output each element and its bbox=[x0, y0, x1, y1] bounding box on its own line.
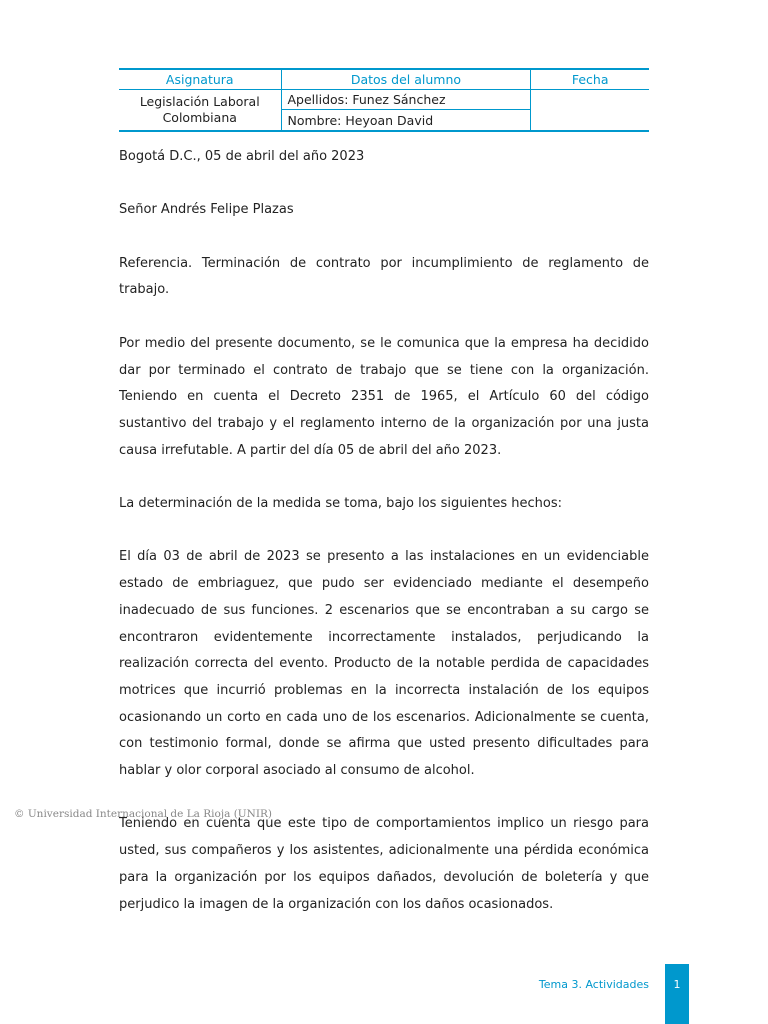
student-row-1 bbox=[119, 90, 649, 110]
first-name-cell: Nombre: Heyoan David bbox=[281, 110, 531, 131]
header-student-data: Datos del alumno bbox=[281, 69, 531, 90]
header-row bbox=[119, 69, 649, 90]
reference-line: Referencia. Terminación de contrato por incumplimiento de reglamento de trabajo. bbox=[119, 255, 649, 298]
header-subject: Asignatura bbox=[119, 69, 281, 90]
paragraph-notice: Por medio del presente documento, se le comunica que la empresa ha decidido dar por terminado el contrato de trabajo que se tiene con la organización. Teniendo en cuenta el Decreto 2351 de 1965, el Artículo 60 del código sustantivo del trabajo y el reglamento interno de la organización por una justa causa irrefutable. A partir del día 05 de abril del año 2023. bbox=[119, 335, 649, 458]
letter-body bbox=[119, 144, 649, 945]
date-cell bbox=[531, 90, 649, 132]
subject-line-1: Legislación Laboral bbox=[139, 94, 260, 109]
subject-cell bbox=[119, 90, 281, 132]
paragraph-facts-intro: La determinación de la medida se toma, bajo los siguientes hechos: bbox=[119, 496, 563, 512]
paragraph-consequences: Teniendo en cuenta que este tipo de comportamientos implico un riesgo para usted, sus compañeros y los asistentes, adicionalmente una pérdida económica para la organización por los equipos dañados, devolución de boletería y que perjudico la imagen de la organización con los daños ocasionados. bbox=[119, 816, 649, 912]
page-number-tab bbox=[665, 964, 689, 1024]
page-number: 1 bbox=[673, 978, 681, 991]
last-names-cell: Apellidos: Funez Sánchez bbox=[281, 90, 531, 110]
footer-section-label: Tema 3. Actividades bbox=[538, 978, 649, 991]
header-table bbox=[119, 68, 649, 132]
header-date: Fecha bbox=[531, 69, 649, 90]
date-line: Bogotá D.C., 05 de abril del año 2023 bbox=[119, 149, 365, 164]
recipient-line: Señor Andrés Felipe Plazas bbox=[119, 202, 294, 218]
copyright-watermark: © Universidad Internacional de La Rioja (UNIR) bbox=[14, 808, 272, 820]
subject-line-2: Colombiana bbox=[162, 110, 237, 125]
paragraph-facts: El día 03 de abril de 2023 se presento a las instalaciones en un evidenciable estado de embriaguez, que pudo ser evidenciado mediante el desempeño inadecuado de sus funciones. 2 escenarios que se encontraban a su cargo se encontraron evidentemente incorrectamente instalados, perjudicando la realización correcta del evento. Producto de la notable perdida de capacidades motrices que incurrió problemas en la incorrecta instalación de los equipos ocasionando un corto en cada uno de los escenarios. Adicionalmente se cuenta, con testimonio formal, donde se afirma que usted presento dificultades para hablar y olor corporal asociado al consumo de alcohol. bbox=[119, 549, 649, 779]
